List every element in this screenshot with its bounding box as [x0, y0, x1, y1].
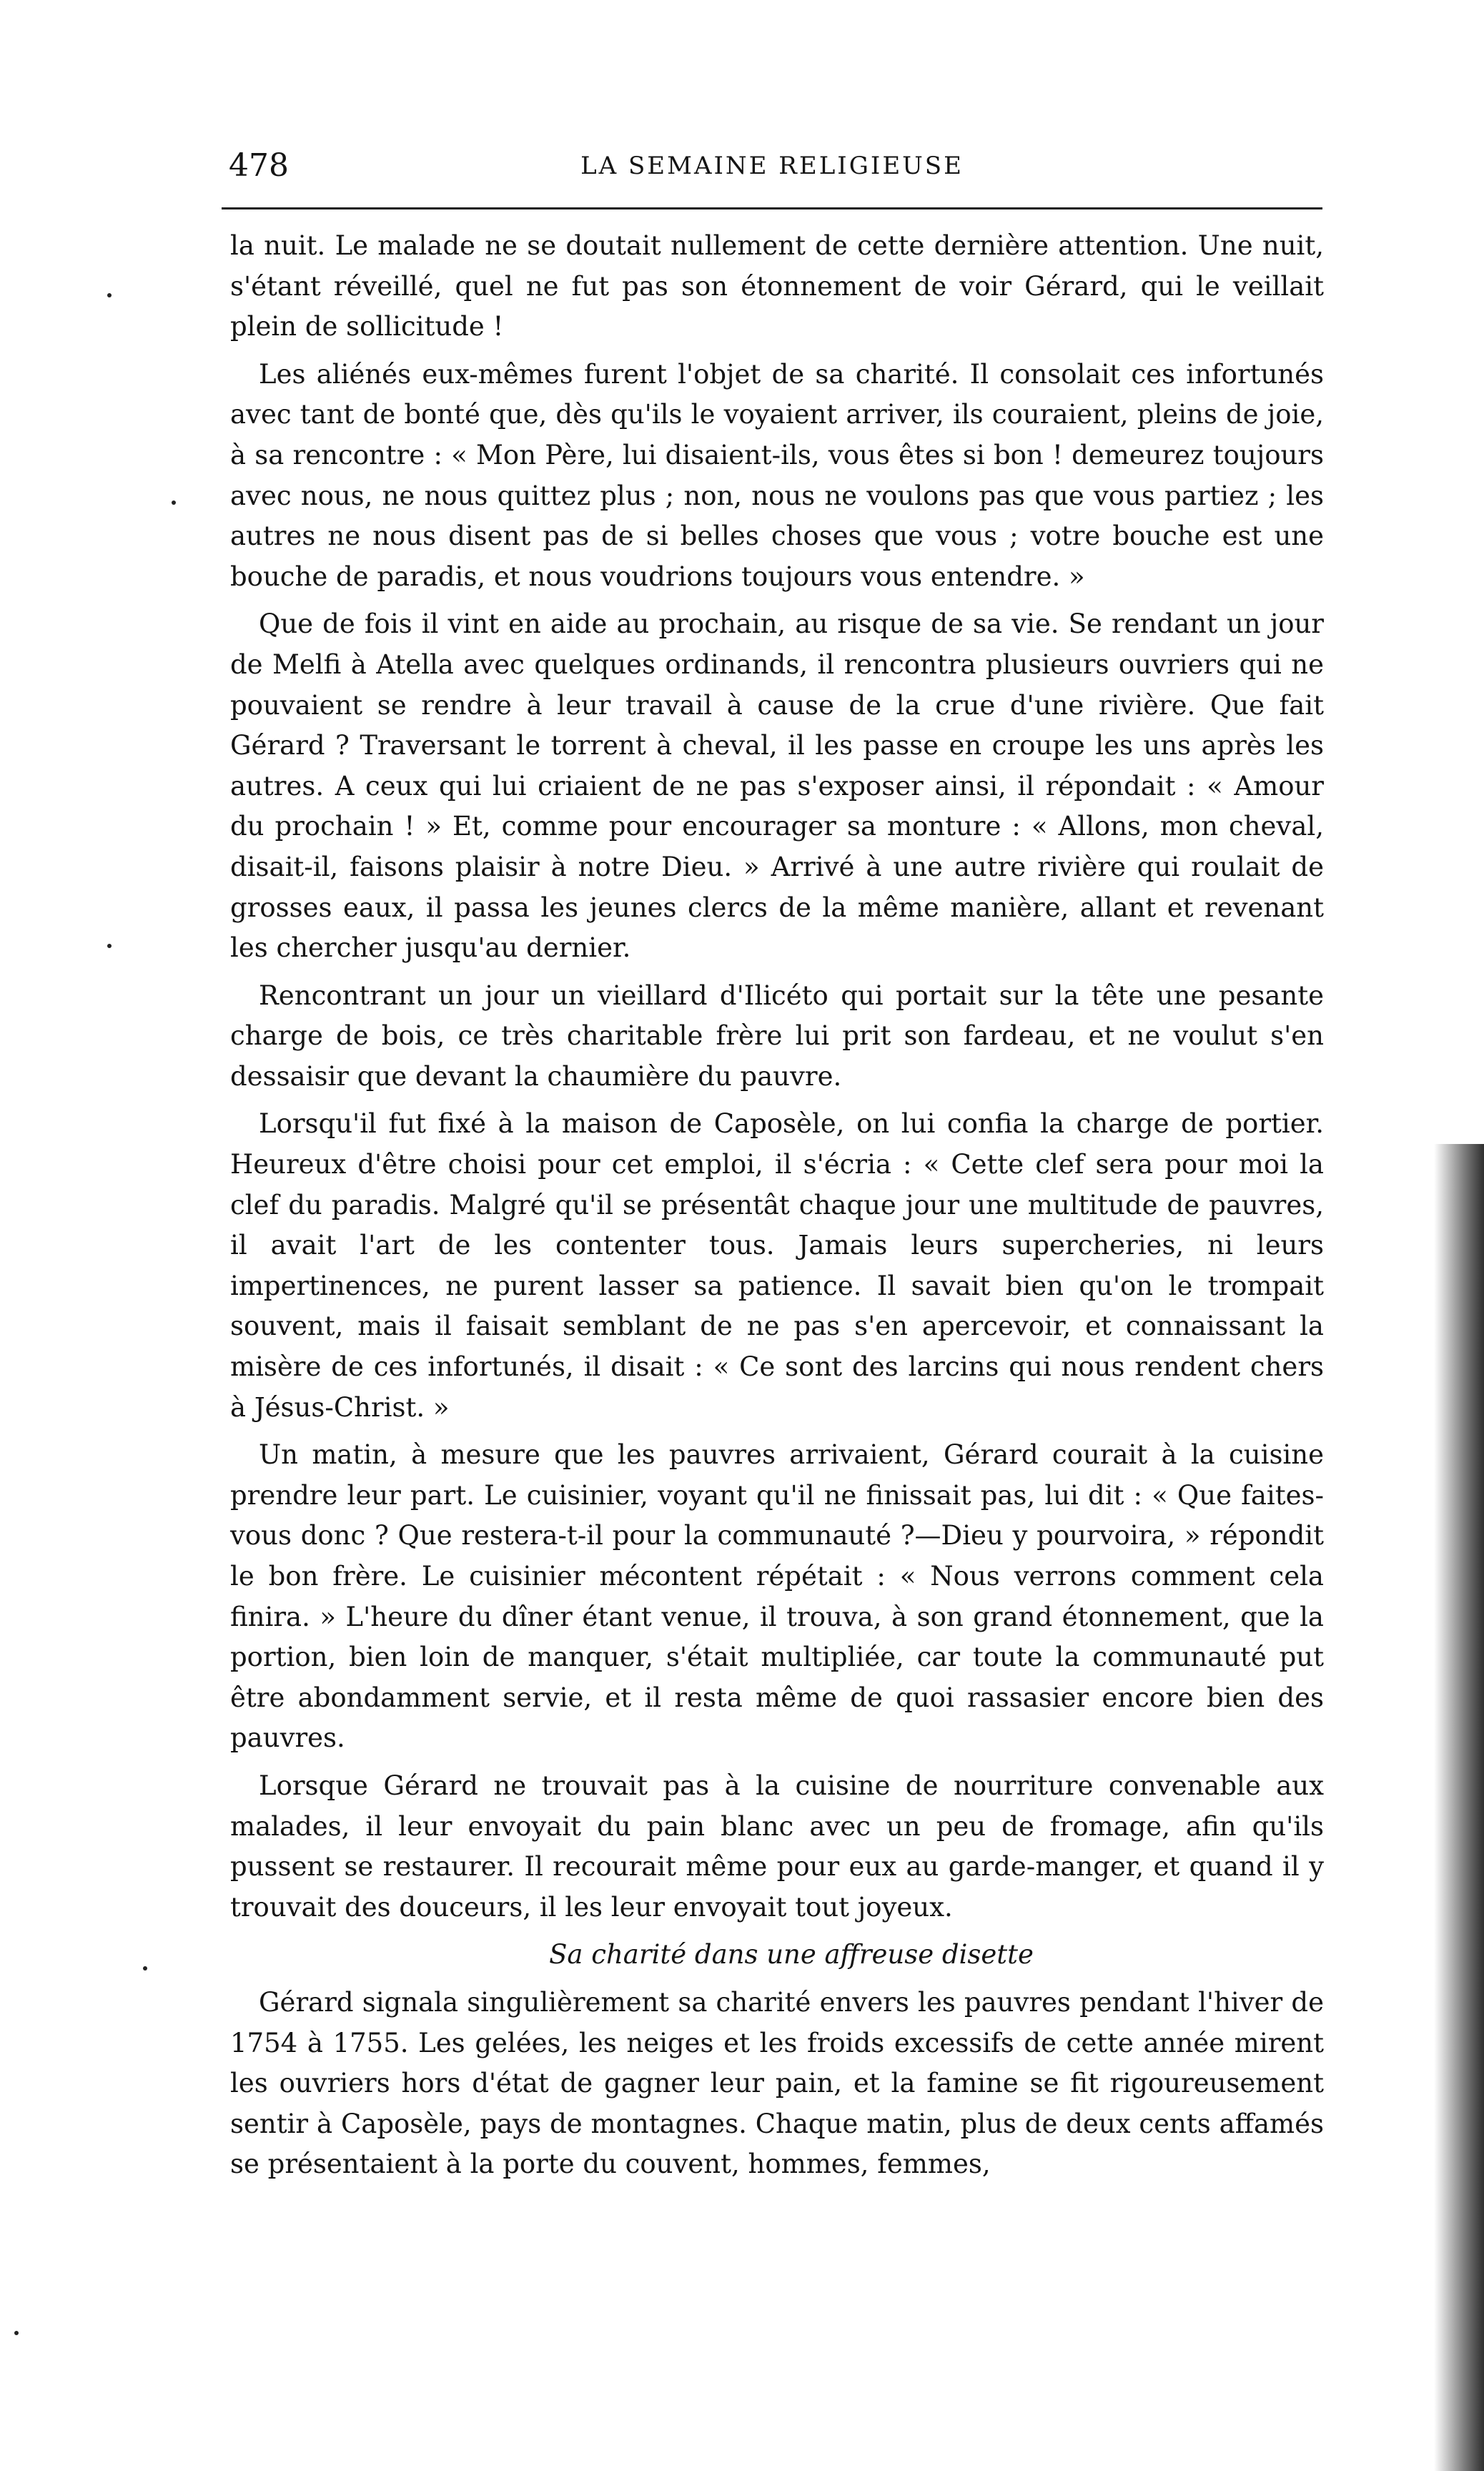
running-title: LA SEMAINE RELIGIEUSE — [580, 152, 964, 180]
paragraph: Un matin, à mesure que les pauvres arrivaient, Gérard courait à la cuisine prendre leur part. Le cuisinier, voyant qu'il ne finissait pas, lui dit : « Que faites-vous donc ? Que restera-t-il pour la communauté ?—Dieu y pourvoira, » répondit le bon frère. Le cuisinier mécontent répétait : « Nous verrons comment cela finira. » L'heure du dîner étant venue, il trouva, à son grand étonnement, que la portion, bien loin de manquer, s'était multipliée, car toute la communauté put être abondamment servie, et il resta même de quoi rassasier encore bien des pauvres. — [230, 1439, 1324, 1754]
paragraph: Gérard signala singulièrement sa charité envers les pauvres pendant l'hiver de 1754 à 1755. Les gelées, les neiges et les froids excessifs de cette année mirent les ouvriers hors d'état de gagner leur pain, et la famine se fit rigoureusement sentir à Caposèle, pays de montagnes. Chaque matin, plus de deux cents affamés se présentaient à la porte du couvent, hommes, femmes, — [230, 1986, 1324, 2180]
body-text — [230, 226, 1324, 2192]
page-edge-shadow — [1434, 1144, 1484, 2471]
paragraph: Que de fois il vint en aide au prochain, au risque de sa vie. Se rendant un jour de Melfi à Atella avec quelques ordinands, il rencontra plusieurs ouvriers qui ne pouvaient se rendre à leur travail à cause de la crue d'une rivière. Que fait Gérard ? Traversant le torrent à cheval, il les passe en croupe les uns après les autres. A ceux qui lui criaient de ne pas s'exposer ainsi, il répondait : « Amour du prochain ! » Et, comme pour encourager sa monture : « Allons, mon cheval, disait-il, faisons plaisir à notre Dieu. » Arrivé à une autre rivière qui roulait de grosses eaux, il passa les jeunes clercs de la même manière, allant et revenant les chercher jusqu'au dernier. — [230, 608, 1324, 964]
scan-speck — [143, 1966, 147, 1971]
header-rule — [222, 207, 1322, 209]
page-header — [229, 144, 1315, 187]
paragraph: la nuit. Le malade ne se doutait nullement de cette dernière attention. Une nuit, s'étant réveillé, quel ne fut pas son étonnement de voir Gérard, qui le veillait plein de sollicitude ! — [230, 230, 1324, 342]
section-subheading: Sa charité dans une affreuse disette — [549, 1939, 1034, 1971]
scan-speck — [107, 293, 112, 297]
paragraph: Les aliénés eux-mêmes furent l'objet de sa charité. Il consolait ces infortunés avec tant de bonté que, dès qu'ils le voyaient arriver, ils couraient, pleins de joie, à sa rencontre : « Mon Père, lui disaient-ils, vous êtes si bon ! demeurez toujours avec nous, ne nous quittez plus ; non, nous ne voulons pas que vous partiez ; les autres ne nous disent pas de si belles choses que vous ; votre bouche est une bouche de paradis, et nous voudrions toujours vous entendre. » — [230, 358, 1324, 592]
scan-speck — [172, 500, 176, 505]
page-number: 478 — [229, 147, 289, 184]
paragraph: Rencontrant un jour un vieillard d'Ilicéto qui portait sur la tête une pesante charge de bois, ce très charitable frère lui prit son fardeau, et ne voulut s'en dessaisir que devant la chaumière du pauvre. — [230, 980, 1324, 1092]
scan-speck — [14, 2331, 19, 2335]
paragraph: Lorsqu'il fut fixé à la maison de Caposèle, on lui confia la charge de portier. Heureux d'être choisi pour cet emploi, il s'écria : « Cette clef sera pour moi la clef du paradis. Malgré qu'il se présentât chaque jour une multitude de pauvres, il avait l'art de les contenter tous. Jamais leurs supercheries, ni leurs impertinences, ne purent lasser sa patience. Il savait bien qu'on le trompait souvent, mais il faisait semblant de ne pas s'en apercevoir, et connaissant la misère de ces infortunés, il disait : « Ce sont des larcins qui nous rendent chers à Jésus-Christ. » — [230, 1108, 1324, 1423]
paragraph: Lorsque Gérard ne trouvait pas à la cuisine de nourriture convenable aux malades, il leur envoyait du pain blanc avec un peu de fromage, afin qu'ils pussent se restaurer. Il recourait même pour eux au garde-manger, et quand il y trouvait des douceurs, il les leur envoyait tout joyeux. — [230, 1770, 1324, 1923]
scan-speck — [107, 944, 112, 948]
